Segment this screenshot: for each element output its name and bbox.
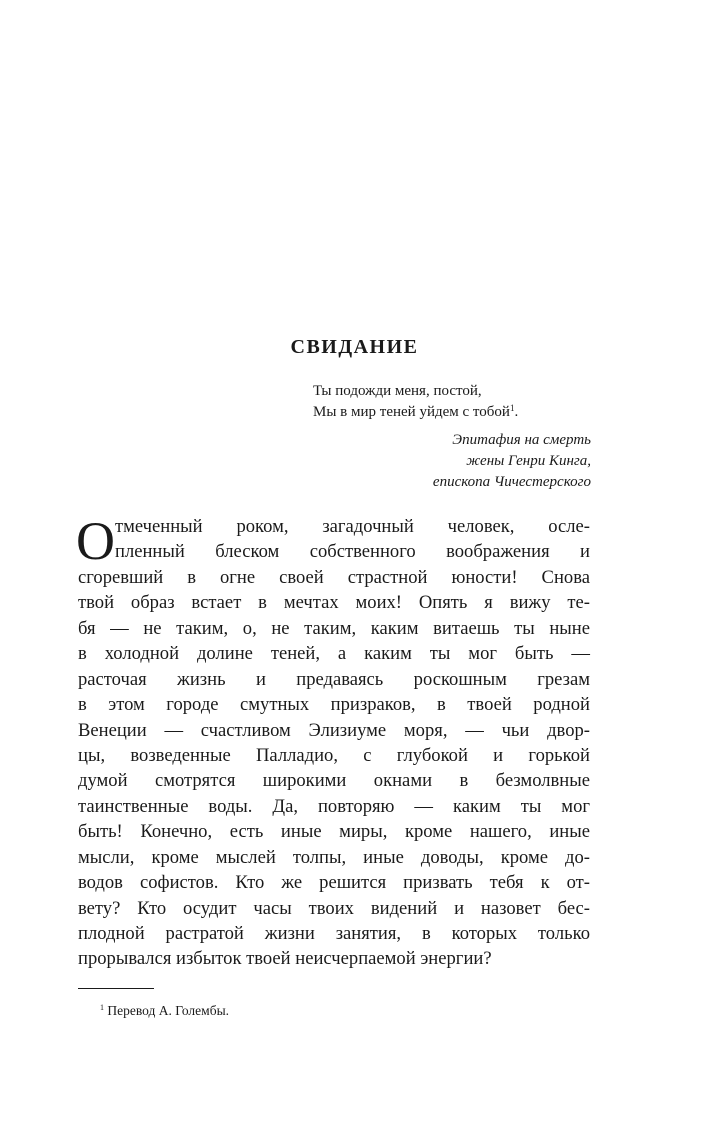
attribution-line: Эпитафия на смерть: [452, 432, 591, 448]
text-line: в холодной долине теней, а каким ты мог быть —: [78, 643, 590, 665]
epigraph-attribution: [433, 430, 591, 493]
text-line: расточая жизнь и предаваясь роскошным грезам: [78, 668, 590, 690]
text-line: Венеции — счастливом Элизиуме моря, — чьи двор-: [78, 719, 590, 741]
text-line: плодной растратой жизни занятия, в которых только: [78, 923, 590, 944]
chapter-title: СВИДАНИЕ: [290, 336, 419, 358]
drop-cap-block: [76, 511, 590, 571]
attribution-line: жены Генри Кинга,: [466, 453, 591, 469]
text-line: вету? Кто осудит часы твоих видений и назовет бес-: [78, 897, 590, 919]
body-paragraph: [76, 511, 590, 972]
text-line: таинственные воды. Да, повторяю — каким ты мог: [78, 795, 590, 817]
epigraph-line: [313, 402, 593, 423]
footnote-marker: 1: [100, 1003, 104, 1012]
text-line: мысли, кроме мыслей толпы, иные доводы, кроме до-: [78, 846, 590, 868]
text-line: в этом городе смутных призраков, в твоей родной: [78, 694, 590, 716]
text-line: сгоревший в огне своей страстной юности! Снова: [78, 566, 590, 588]
text-line: твой образ встает в мечтах моих! Опять я вижу те-: [78, 592, 590, 614]
text-line: водов софистов. Кто же решится призвать тебя к от-: [78, 872, 590, 894]
epigraph-end-punct: .: [514, 404, 519, 420]
text-line: думой смотрятся широкими окнами в безмолвные: [78, 770, 590, 792]
footnote-text: Перевод А. Голембы.: [107, 1003, 230, 1018]
footnote: [100, 1002, 229, 1020]
attribution-line: епископа Чичестерского: [432, 474, 591, 490]
footnote-ref: 1: [509, 403, 515, 413]
text-line: быть! Конечно, есть иные миры, кроме нашего, иные: [78, 821, 590, 843]
epigraph-line-text: Мы в мир теней уйдем с тобой: [313, 404, 510, 420]
text-line: бя — не таким, о, не таким, каким витаешь ты ныне: [78, 617, 590, 639]
text-line: тмеченный роком, загадочный человек, осле-: [115, 516, 590, 537]
text-line: цы, возведенные Палладио, с глубокой и горькой: [78, 744, 590, 766]
epigraph-line: Ты подожди меня, постой,: [313, 383, 482, 399]
footnote-divider: [78, 988, 154, 989]
text-line: пленный блеском собственного воображения и: [115, 541, 590, 563]
drop-cap: О: [76, 511, 115, 571]
text-line: прорывался избыток твоей неисчерпаемой энергии?: [78, 948, 492, 970]
epigraph: [313, 381, 593, 423]
